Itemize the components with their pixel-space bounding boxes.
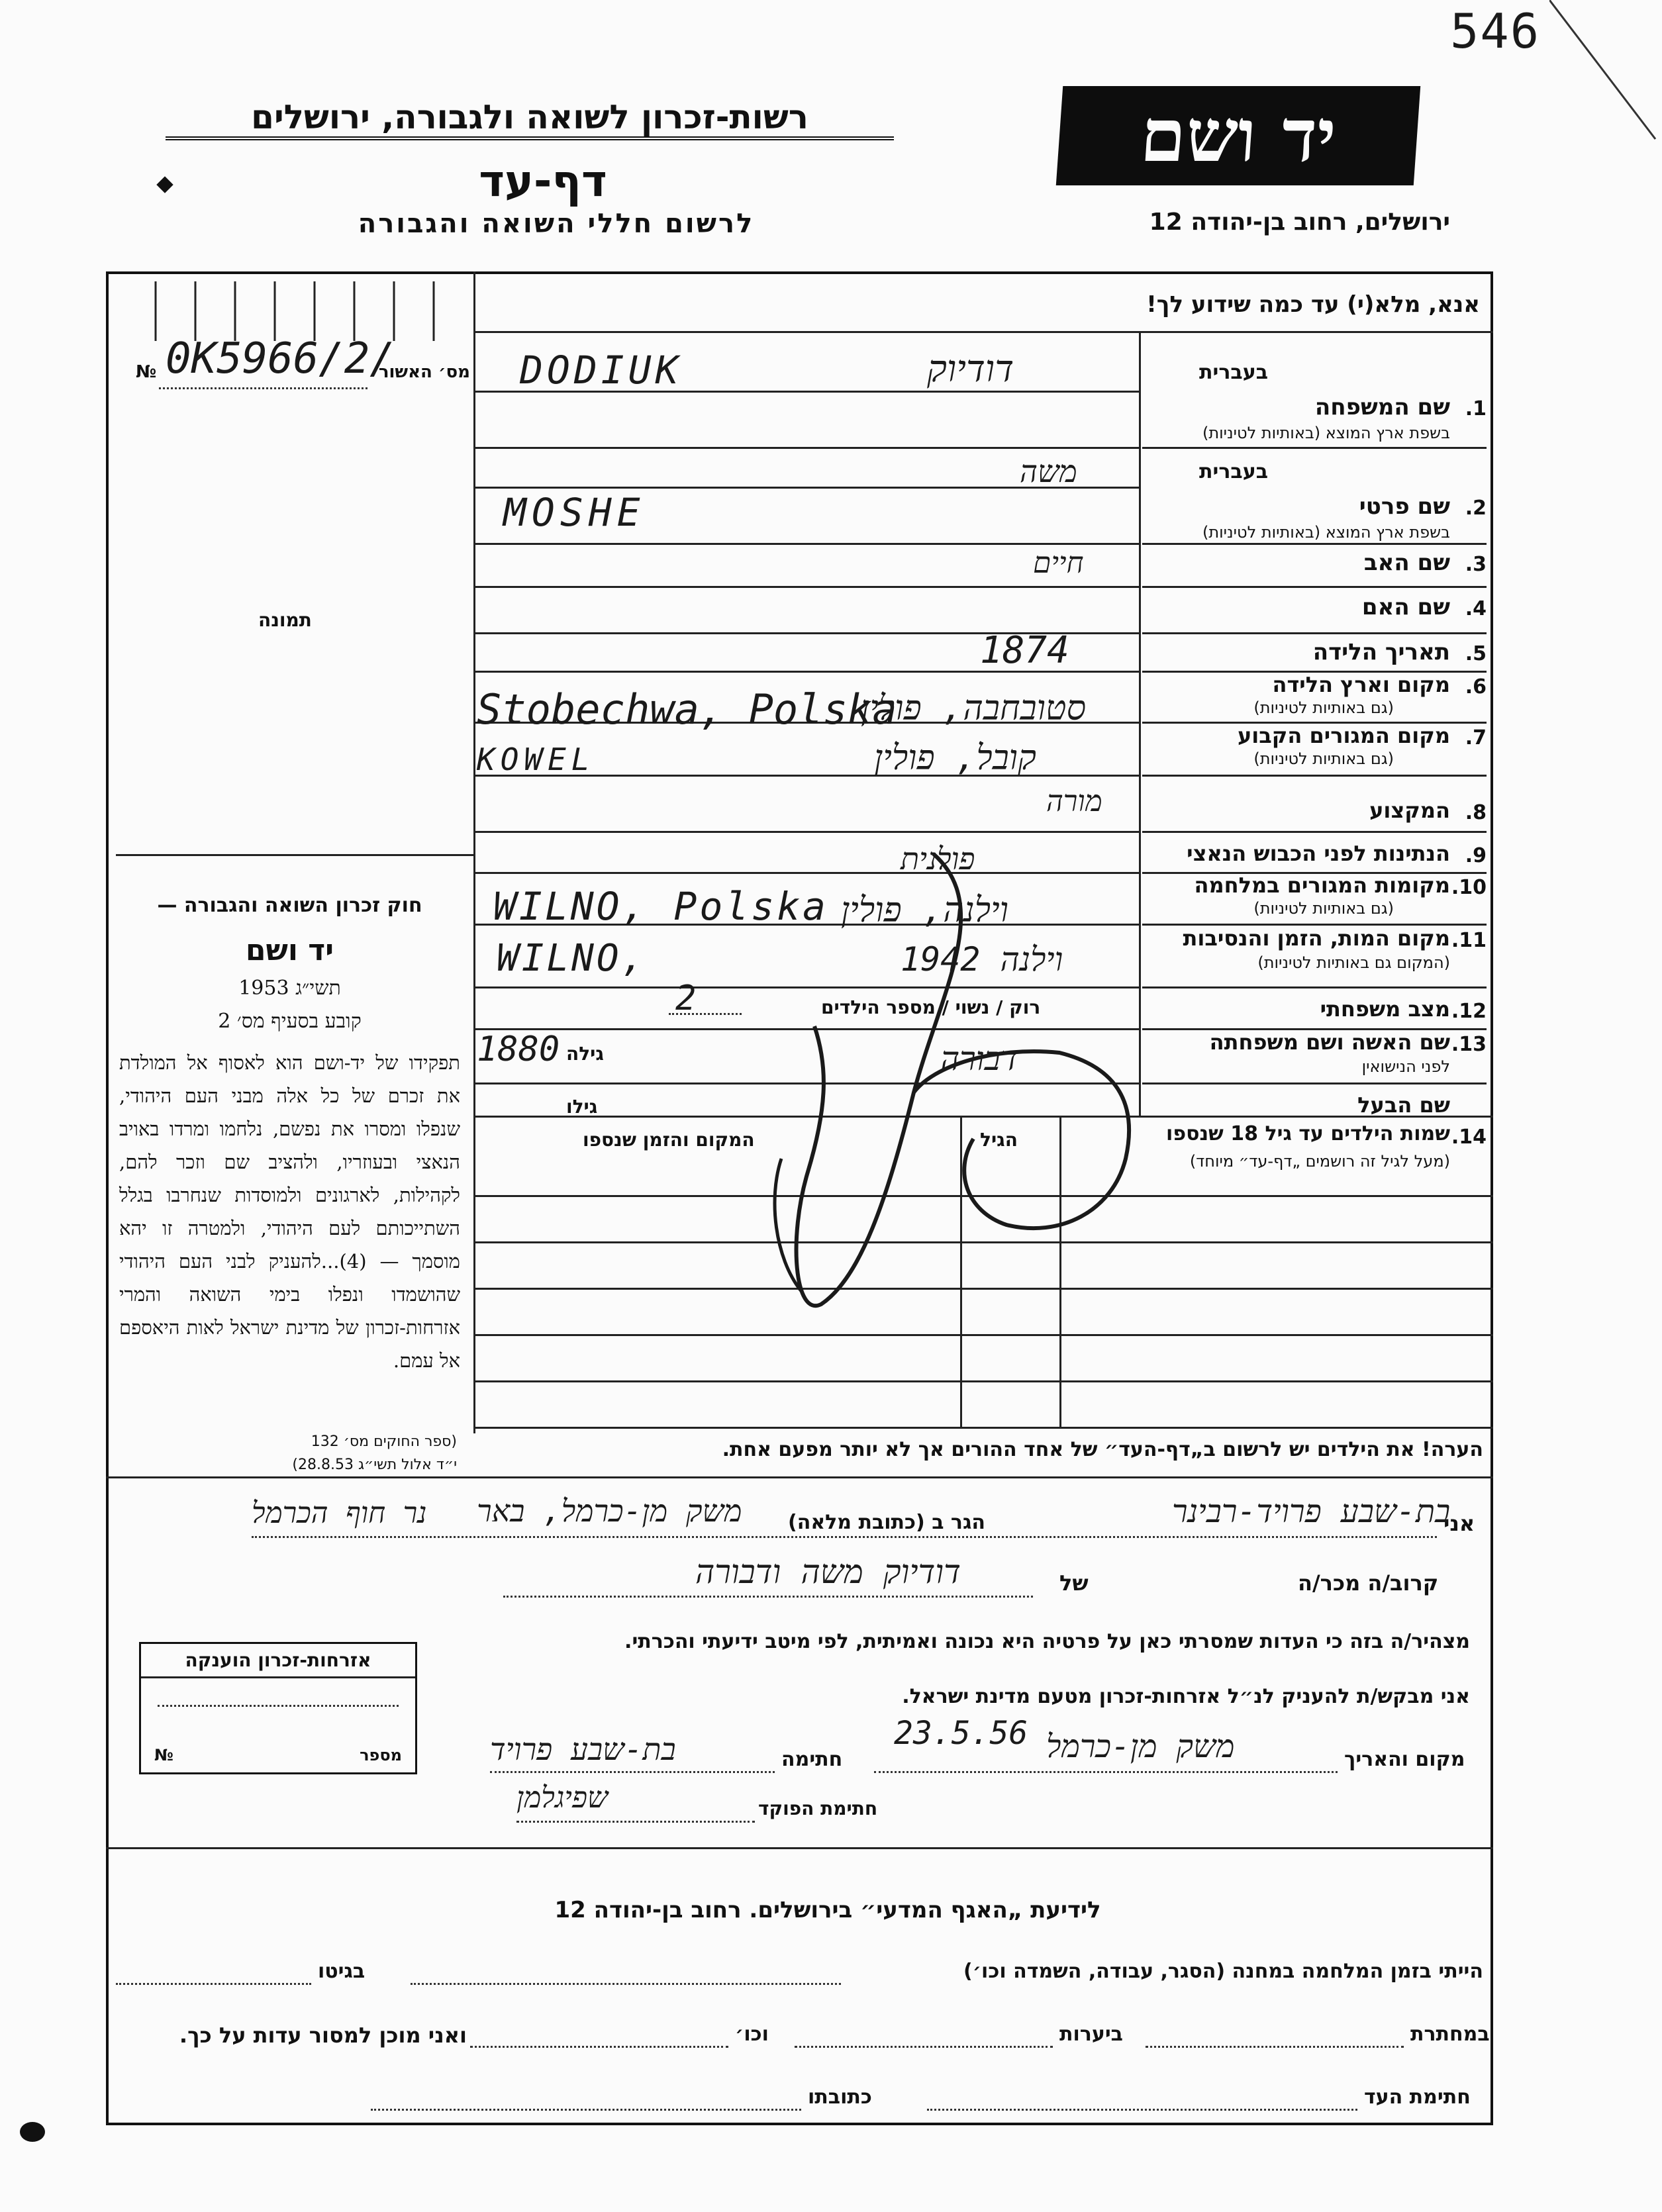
law-clause: קובע בסעיף מס׳ 2: [218, 1010, 362, 1033]
field-10-num: 10.: [1451, 876, 1487, 899]
declarant-resides-label: הגר ב (כתובת מלאה): [788, 1511, 986, 1534]
relative-label: קרוב/ה מכר/ה: [1298, 1570, 1439, 1596]
residence-latin-value: KOWEL: [477, 742, 595, 777]
approval-line: [159, 387, 367, 389]
field-12-label: מצב משפחתי: [1320, 996, 1450, 1022]
surname-hebrew-value: דודיוק: [927, 348, 1014, 391]
place-date-line: [874, 1771, 1338, 1773]
law-title: חוק זכרון השואה והגבורה —: [157, 894, 422, 917]
field-8-num: 8.: [1465, 801, 1487, 824]
info-line3-dots-a: [927, 2109, 1357, 2111]
field-13-label: שם האשה ושם משפחתה: [1209, 1030, 1450, 1055]
field-10-label: מקומות המגורים במלחמה: [1194, 873, 1450, 898]
field-11-note: (המקום גם באותיות לטיניות): [1257, 953, 1450, 972]
info-line1-a: הייתי בזמן המלחמה במחנה (הסגר, עבודה, השמדה וכו׳): [963, 1960, 1483, 1983]
citizenship-value: פולנית: [901, 841, 975, 877]
info-line2-a: במחתרת: [1410, 2023, 1490, 2046]
intro-text: אנא, מלא(י) עד כמה שידוע לך!: [1146, 291, 1480, 318]
intro-divider: [473, 331, 1493, 333]
official-line: [516, 1821, 755, 1823]
approval-no-symbol: №: [136, 362, 157, 382]
handwritten-scribble: [715, 828, 1179, 1357]
relative-value: דודיוק משה ודבורה: [695, 1553, 961, 1591]
field-1-label: שם המשפחה: [1314, 394, 1450, 420]
approval-label: מס׳ האשור: [378, 362, 470, 382]
field-9-label: הנתינות לפני הכבוש הנאצי: [1187, 841, 1450, 866]
field-5-label: תאריך הלידה: [1312, 639, 1450, 665]
field-2-num: 2.: [1465, 497, 1487, 520]
declarant-top-line: [106, 1476, 1493, 1478]
field-4-num: 4.: [1465, 597, 1487, 620]
children-note: (מעל לגיל זה רושמים „דף-עד״ מיוחד): [1189, 1152, 1450, 1171]
field-2-hebrew-tag: בעברית: [1199, 460, 1268, 483]
of-label: של: [1059, 1570, 1089, 1596]
punch-mark-top: [156, 176, 173, 193]
wartime-residence-hebrew-value: וילנה, פולין: [841, 890, 1009, 930]
field-1-hebrew-tag: בעברית: [1199, 361, 1268, 384]
field-5-num: 5.: [1465, 642, 1487, 665]
remark-text: הערה! את הילדים יש לרשום ב„דף-העד״ של אחד ההורים אך לא יותר מפעם אחת.: [722, 1438, 1483, 1461]
archive-stamp-number: 546: [1450, 3, 1541, 59]
wartime-residence-latin-value: WILNO, Polska: [493, 884, 828, 929]
field-6-label: מקום וארץ הלידה: [1272, 672, 1450, 697]
husband-label: שם הבעל: [1357, 1092, 1450, 1118]
children-count-value: 2: [675, 979, 697, 1018]
law-name: יד ושם: [245, 934, 334, 967]
header-address: ירושלים, רחוב בן-יהודה 12: [1149, 209, 1450, 236]
info-line1-dots-a: [411, 1983, 841, 1985]
field-3-num: 3.: [1465, 553, 1487, 576]
law-body: תפקידו של יד-ושם הוא לאסוף אל המולדת את זכרם של כל אלה מבני העם היהודי, שנפלו ומסרו את נפשם, נלחמו ומרדו באויב הנאצי ובעוזריו, ולהציב שם וזכר להם, לקהילות, לארגונים ולמוסדות שנחרבו בגלל השתייכותם לעם היהודי, ולמטרה זו יהא מוסמך — (4)...להעניק לבני העם היהודי שהושמדו ונפלו בימי השואה והמרי אזרחות-זכרון של מדינת ישראל לאות היאספם אל עמם.: [119, 1051, 460, 1372]
info-line2-c: וכו׳: [735, 2023, 769, 2046]
field-2-note: בשפת ארץ המוצא (באותיות לטיניות): [1202, 523, 1450, 542]
signature-line: [490, 1771, 775, 1773]
field-3-label: שם האב: [1363, 550, 1450, 576]
field-11-num: 11.: [1451, 929, 1487, 952]
grant-box-no-label: מספר: [360, 1746, 402, 1764]
yad-vashem-logo: [1056, 86, 1420, 185]
approval-grid: [116, 281, 467, 341]
info-line3-a: חתימת העד: [1364, 2086, 1471, 2109]
law-divider: [116, 854, 473, 856]
birth-date-value: 1874: [980, 629, 1069, 672]
husband-age-label: גילו: [566, 1096, 598, 1118]
info-title: לידיעת „האגף המדעי״ בירושלים. רחוב בן-יהודה 12: [554, 1897, 1101, 1923]
info-line2-b: ביערות: [1059, 2023, 1123, 2046]
field-1-num: 1.: [1465, 397, 1487, 420]
info-line1-b: בגיטו: [318, 1960, 366, 1983]
corner-stroke: [1549, 0, 1662, 146]
date-value: 23.5.56: [894, 1715, 1028, 1752]
info-line2-dots-b: [795, 2046, 1053, 2048]
info-line2-d: ואני מוכן למסור עדות על כך.: [179, 2023, 467, 2048]
grant-box-title: אזרחות-זכרון הוענקה: [141, 1644, 415, 1678]
father-name-value: חיים: [1033, 546, 1084, 580]
info-line2-dots-c: [470, 2046, 728, 2048]
declaration-2: אני מבקש/ת להעניק לנ״ל אזרחות-זכרון מטעם מדינת ישראל.: [902, 1685, 1470, 1708]
remark-divider: [473, 1427, 1493, 1429]
declarant-line-1: [252, 1536, 1437, 1538]
children-label: שמות הילדים עד גיל 18 שנספו: [1166, 1122, 1450, 1145]
place-date-value: משק מן-כרמל: [1046, 1728, 1235, 1765]
field-9-num: 9.: [1465, 844, 1487, 867]
profession-value: מורה: [1046, 785, 1102, 818]
birthplace-hebrew-value: סטובחבה, פולין: [861, 689, 1087, 728]
children-place-header: המקום והזמן שנספו: [583, 1129, 755, 1151]
info-line3-dots-b: [371, 2109, 801, 2111]
punch-mark-bottom: [20, 2122, 45, 2142]
children-age-header: הגיל: [980, 1129, 1018, 1151]
field-1-note: בשפת ארץ המוצא (באותיות לטיניות): [1202, 424, 1450, 442]
firstname-hebrew-value: משה: [1020, 454, 1077, 489]
birthplace-latin-value: Stobechwa, Polska: [477, 685, 897, 734]
firstname-latin-value: MOSHE: [503, 490, 646, 535]
wife-age-value: 1880: [477, 1030, 560, 1069]
field-6-num: 6.: [1465, 675, 1487, 698]
field-12-num: 12.: [1451, 1000, 1487, 1023]
surname-latin-value: DODIUK: [520, 348, 683, 393]
declarant-pre: אני: [1443, 1511, 1475, 1536]
declarant-name: בת-שבע פרויד-רבינר: [1172, 1493, 1451, 1530]
wife-age-label: גילה: [566, 1043, 604, 1065]
field-7-note: (גם באותיות לטיניות): [1253, 749, 1394, 768]
wife-name-value: דבורה: [940, 1039, 1018, 1078]
field-7-num: 7.: [1465, 726, 1487, 749]
declarant-address-2: נר חוף הכרמל: [252, 1496, 427, 1530]
law-reference-2: י״ד אלול תשי״ג 28.8.53): [292, 1457, 457, 1473]
declarant-address: משק מן-כרמל, באר: [477, 1493, 742, 1529]
law-year: תשי״ג 1953: [238, 977, 341, 1000]
form-subtitle: לרשום חללי השואה והגבורה: [358, 209, 755, 239]
official-label: חתימת הפוקד: [758, 1798, 878, 1819]
children-num: 14.: [1451, 1126, 1487, 1149]
field-7-label: מקום המגורים הקבוע: [1237, 723, 1450, 748]
signature-value: בת-שבע פרויד: [490, 1731, 676, 1767]
field-4-label: שם האם: [1361, 594, 1450, 620]
grant-box-no-symbol: №: [154, 1746, 173, 1764]
signature-label: חתימה: [781, 1748, 843, 1771]
logo-text: יד ושם: [1138, 93, 1339, 178]
form-title: דף-עד: [479, 156, 607, 207]
law-reference-1: (ספר החוקים מס׳ 132: [311, 1433, 457, 1450]
photo-label: תמונה: [258, 609, 312, 631]
marital-options: רוק / נשוי / מספר הילדים: [821, 996, 1041, 1018]
approval-number-value: 0K5966/2/: [166, 334, 395, 383]
field-2-label: שם פרטי: [1359, 493, 1450, 520]
field-6-note: (גם באותיות לטיניות): [1253, 698, 1394, 717]
declaration-1: מצהיר/ה בזה כי העדות שמסרתי כאן על פרטיה היא נכונה ואמיתית, לפי מיטב ידיעתי והכרתי.: [624, 1630, 1470, 1653]
grant-box: [139, 1642, 417, 1774]
death-place-latin-value: WILNO,: [497, 937, 647, 980]
info-divider: [106, 1847, 1493, 1849]
field-13-num: 13.: [1451, 1033, 1487, 1056]
residence-hebrew-value: קובל, פולין: [874, 738, 1036, 778]
place-date-label: מקום והאריך: [1344, 1748, 1465, 1771]
info-line2-dots-a: [1146, 2046, 1404, 2048]
info-line1-dots-b: [116, 1983, 311, 1985]
official-value: שפיגלמן: [516, 1781, 609, 1815]
field-13-note: לפני הנישואין: [1361, 1057, 1450, 1076]
field-11-label: מקום המות, הזמן והנסיבות: [1183, 926, 1450, 951]
relative-line: [503, 1596, 1033, 1598]
left-column-divider: [473, 271, 475, 1433]
authority-title: רשות-זכרון לשואה ולגבורה, ירושלים: [166, 98, 894, 140]
field-10-note: (גם באותיות לטיניות): [1253, 899, 1394, 918]
info-line3-b: כתובתו: [808, 2086, 872, 2109]
death-place-hebrew-value: וילנה 1942: [901, 940, 1063, 979]
field-8-label: המקצוע: [1369, 798, 1450, 823]
